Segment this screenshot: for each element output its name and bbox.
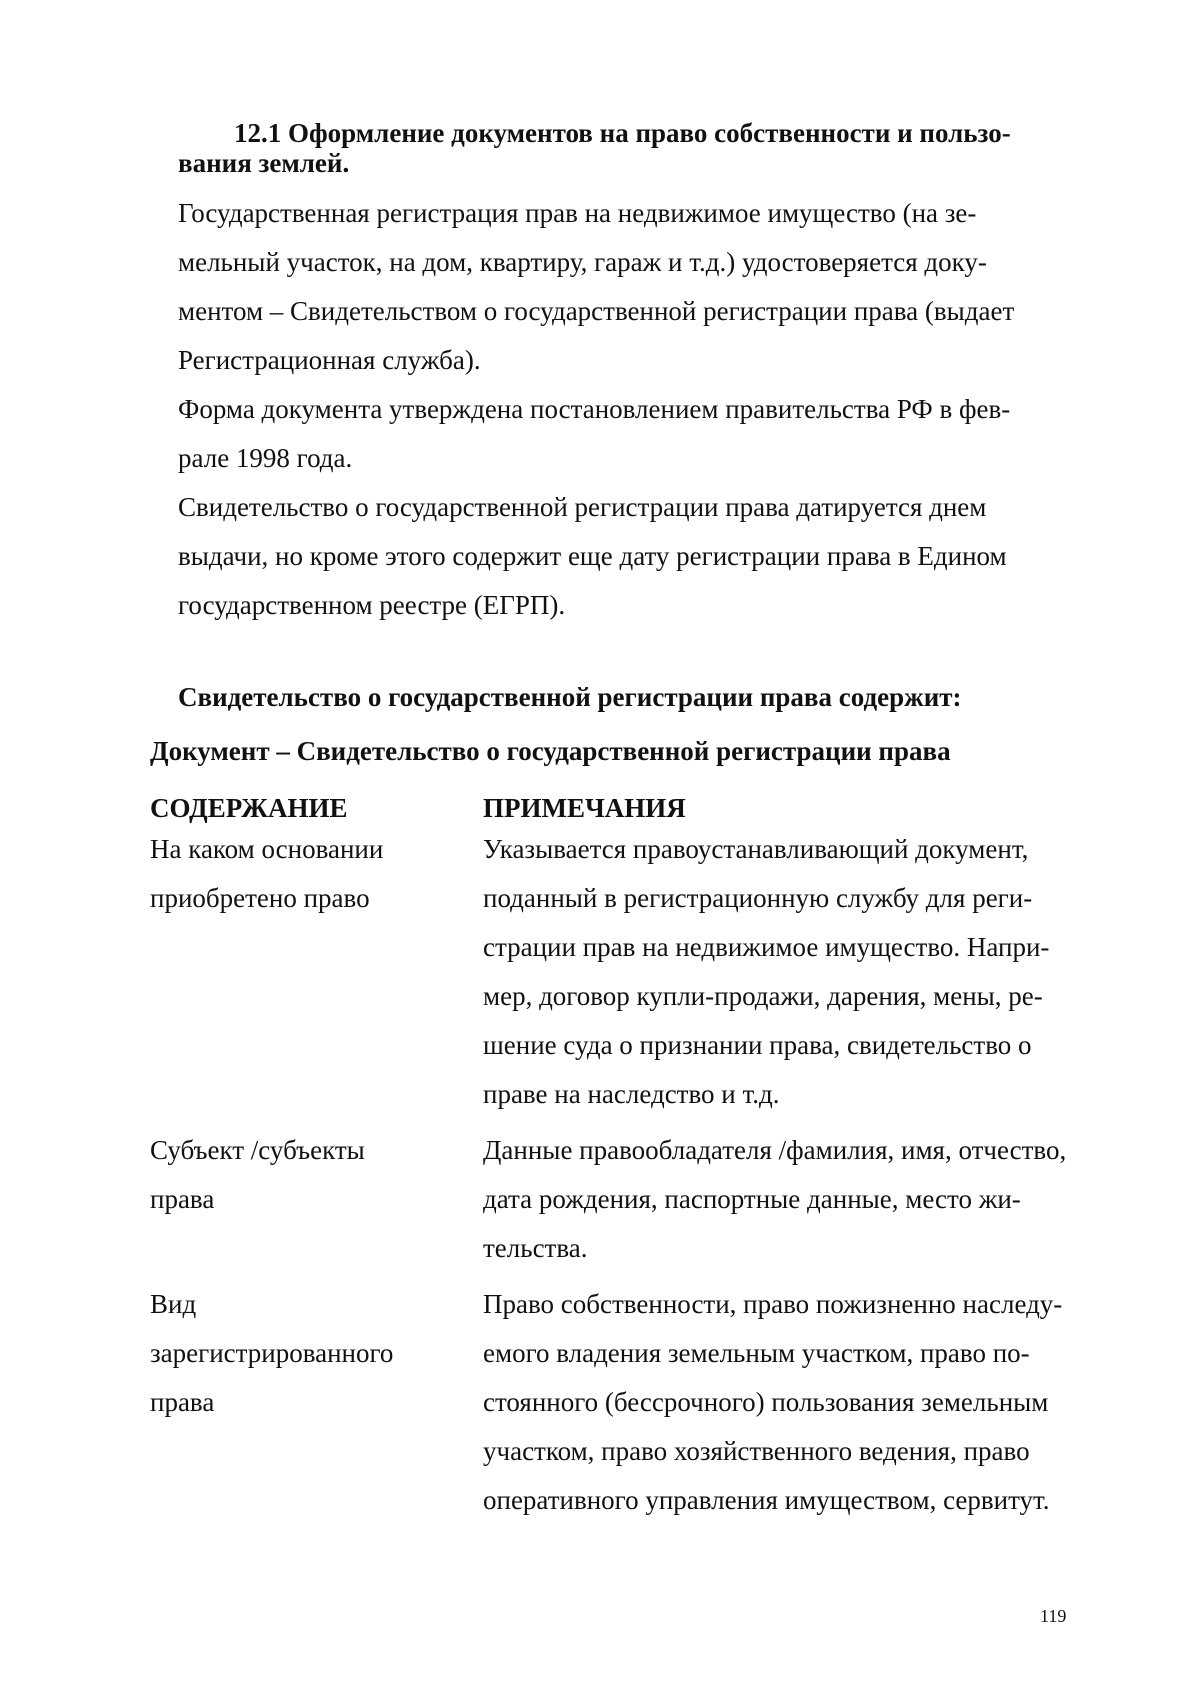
notes-cell [483,1280,1110,1525]
cell-line: На каком основании [150,834,384,864]
cell-line: поданный в регистрационную службу для реги- [483,883,1033,913]
text-line: Государственная регистрация прав на недвижимое имущество (на зе- [178,198,977,228]
text-line: государственном реестре (ЕГРП). [178,590,566,620]
text-line: мельный участок, на дом, квартиру, гараж и т.д.) удостоверяется доку- [178,247,987,277]
cell-line: Данные правообладателя /фамилия, имя, отчество, [483,1135,1067,1165]
cell-line: Вид [150,1289,197,1319]
cell-line: приобретено право [150,883,370,913]
text-line: Свидетельство о государственной регистрации права датируется днем [178,492,987,522]
header-content: СОДЕРЖАНИЕ [150,793,348,823]
cell-line: стоянного (бессрочного) пользования земельным [483,1387,1049,1417]
table-row [150,1126,1110,1273]
cell-line: Субъект /субъекты [150,1135,365,1165]
document-title: Документ – Свидетельство о государственной регистрации права [150,736,951,766]
intro-text [178,189,1078,630]
cell-line: шение суда о признании права, свидетельство о [483,1030,1032,1060]
text-line: Форма документа утверждена постановлением правительства РФ в фев- [178,394,1011,424]
notes-cell [483,1126,1110,1273]
header-notes: ПРИМЕЧАНИЯ [483,793,686,823]
cell-line: участком, право хозяйственного ведения, право [483,1436,1030,1466]
certificate-contains-heading: Свидетельство о государственной регистрации права содержит: [178,682,962,712]
notes-cell [483,825,1110,1119]
cell-line: мер, договор купли-продажи, дарения, мены, ре- [483,981,1043,1011]
cell-line: тельства. [483,1233,588,1263]
cell-line: страции прав на недвижимое имущество. Напри- [483,932,1050,962]
cell-line: емого владения земельным участком, право по- [483,1338,1030,1368]
cell-line: зарегистрированного [150,1338,394,1368]
content-cell [150,825,483,1119]
table-row [150,825,1110,1119]
content-cell [150,1280,483,1525]
text-line: выдачи, но кроме этого содержит еще дату регистрации права в Едином [178,541,1007,571]
cell-line: Право собственности, право пожизненно наследу- [483,1289,1063,1319]
cell-line: дата рождения, паспортные данные, место жи- [483,1184,1021,1214]
content-cell [150,1126,483,1273]
page-number: 119 [1040,1606,1067,1626]
text-line: ментом – Свидетельством о государственной регистрации права (выдает [178,296,1015,326]
cell-line: права [150,1387,215,1417]
text-line: Регистрационная служба). [178,345,481,375]
cell-line: праве на наследство и т.д. [483,1079,780,1109]
cell-line: Указывается правоустанавливающий документ, [483,834,1029,864]
table-row [150,1280,1110,1525]
section-heading-line: вания землей. [178,148,350,178]
certificate-contents-table [150,791,1110,1525]
section-heading-line: 12.1 Оформление документов на право собственности и пользо- [234,118,1011,148]
section-heading [178,118,1078,178]
cell-line: права [150,1184,215,1214]
cell-line: оперативного управления имуществом, сервитут. [483,1485,1050,1515]
text-line: рале 1998 года. [178,443,353,473]
table-header [150,791,1110,825]
